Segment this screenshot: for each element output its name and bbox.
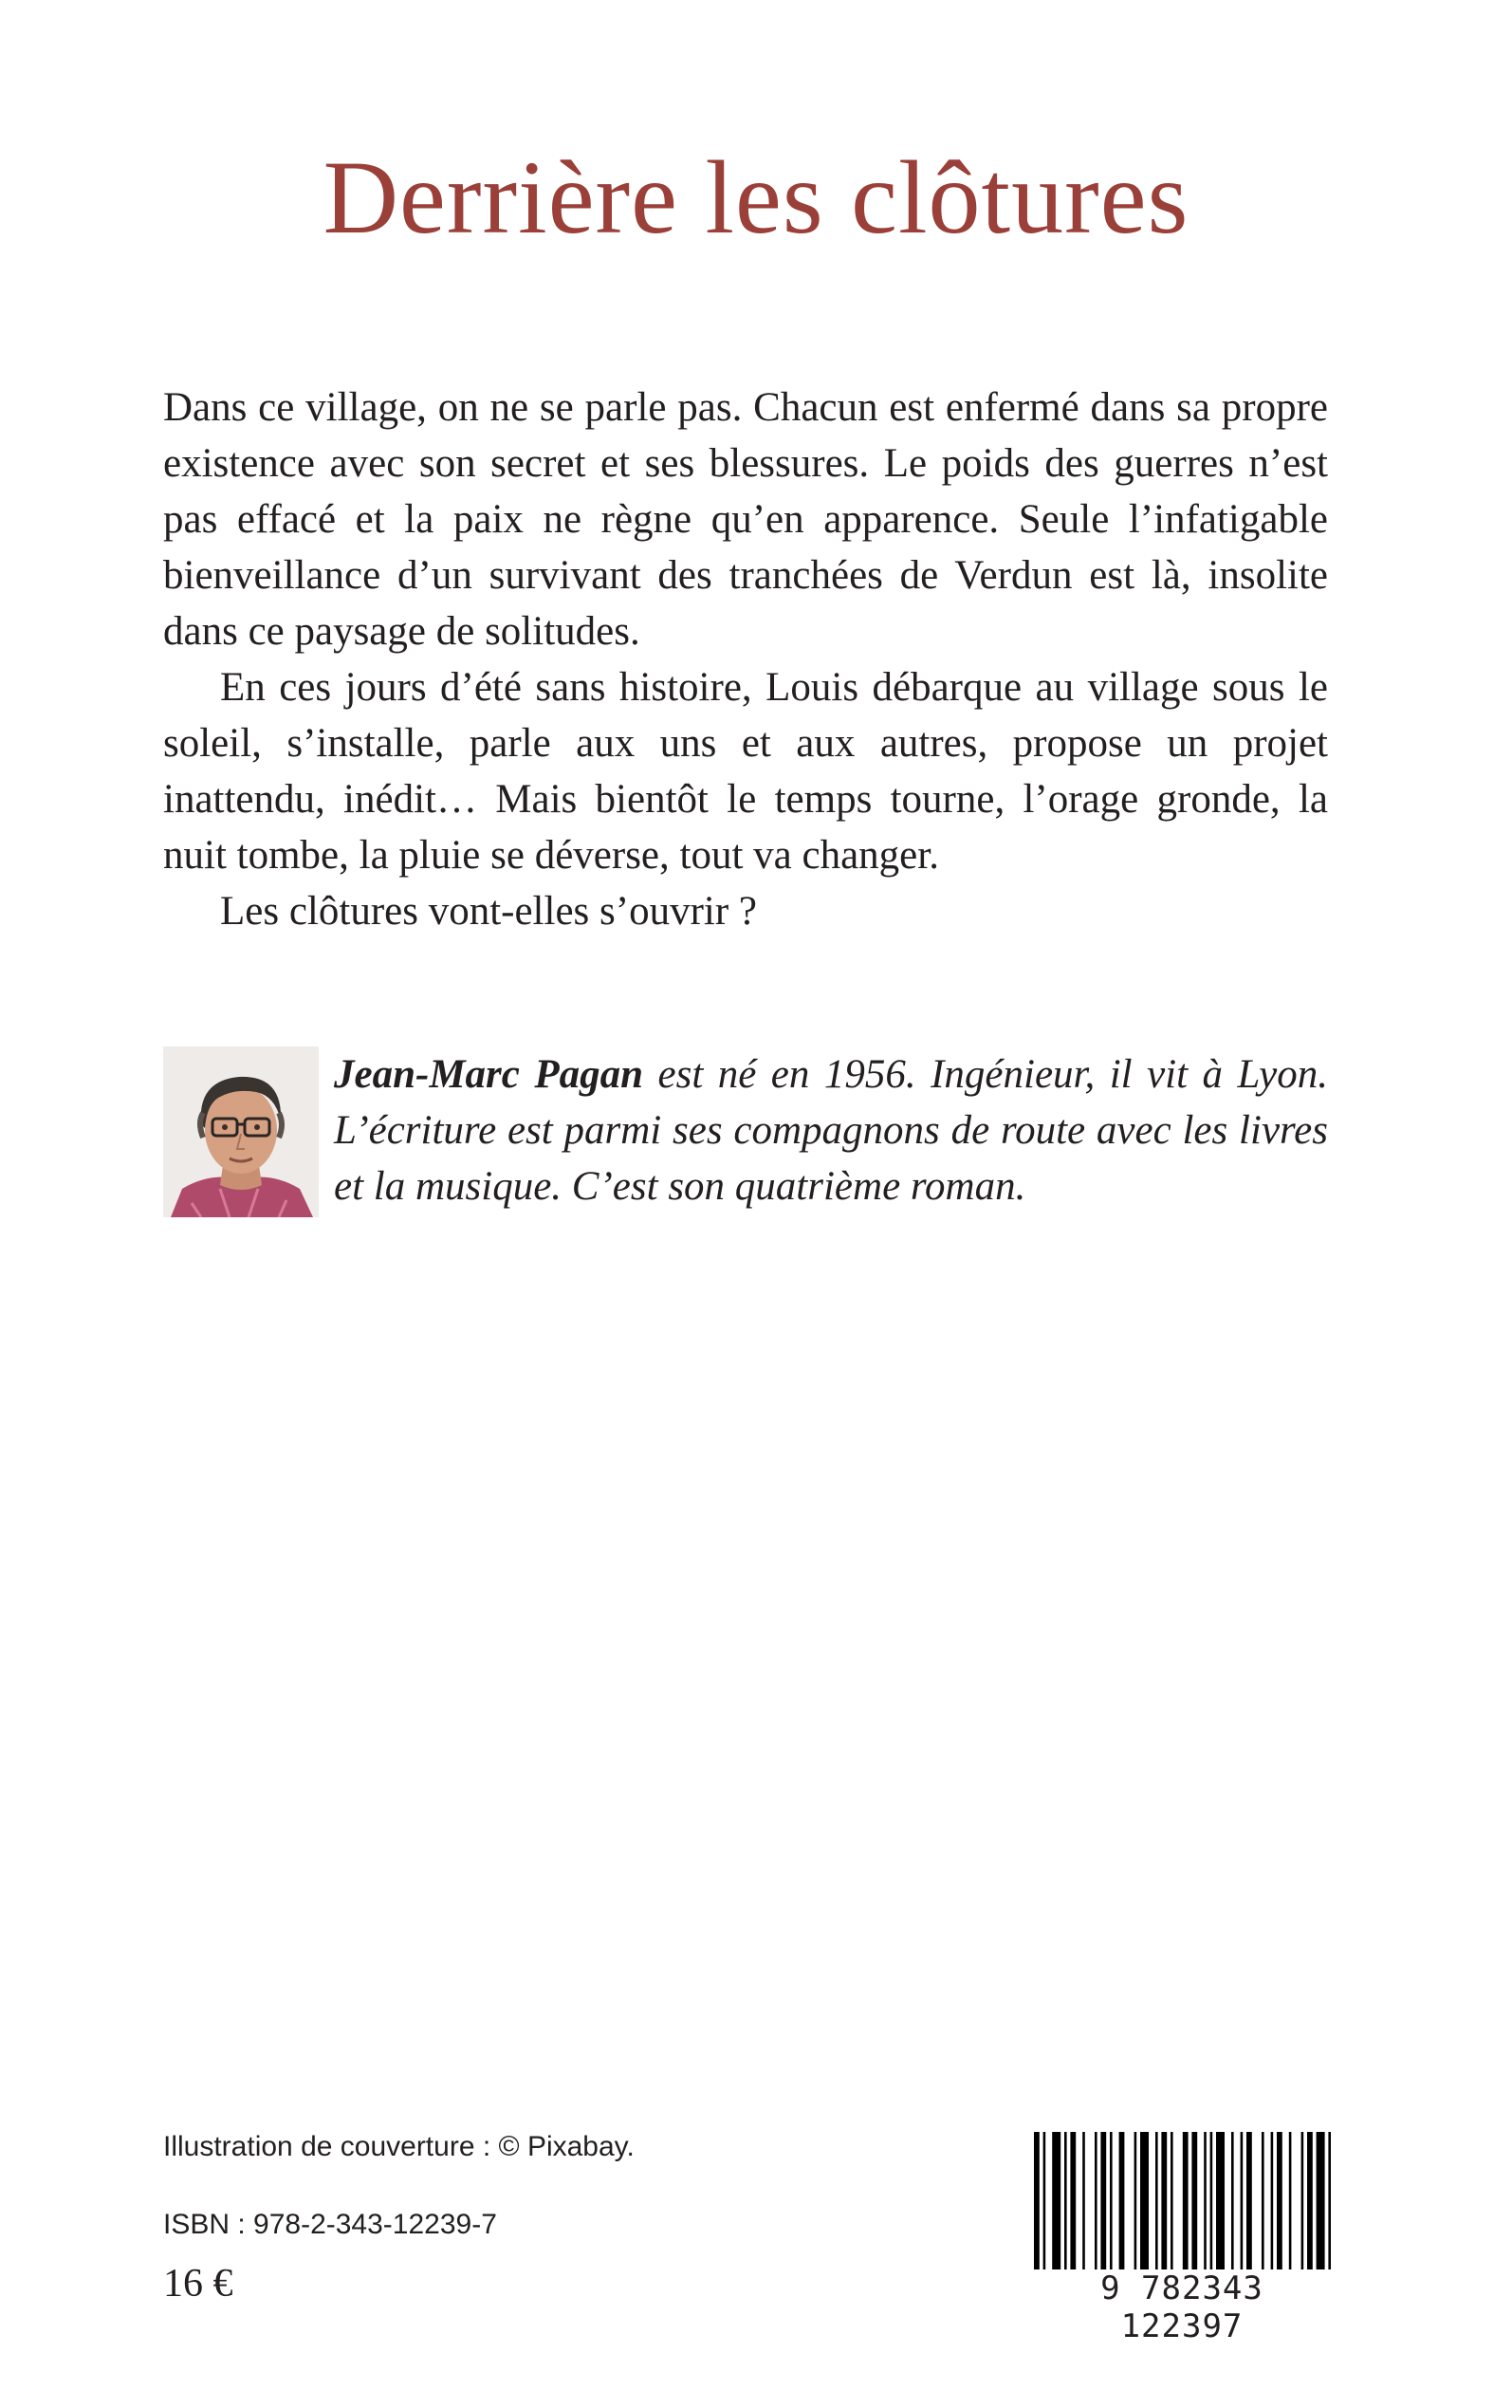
author-bio: [334, 1047, 1328, 1214]
blurb-paragraph: Dans ce village, on ne se parle pas. Chacun est enfermé dans sa propre existence avec son secret et ses blessures. Le poids des guerres n’est pas effacé et la paix ne règne qu’en apparence. Seule l’infatigable bienveillance d’un survivant des tranchées de Verdun est là, insolite dans ce paysage de solitudes.: [163, 385, 1328, 654]
author-photo: [163, 1047, 319, 1217]
barcode-number: 9 782343 122397: [1030, 2269, 1334, 2345]
back-cover-blurb: [163, 380, 1328, 939]
isbn: ISBN : 978-2-343-12239-7: [163, 2209, 497, 2240]
cover-illustration-credit: Illustration de couverture : © Pixabay.: [163, 2131, 635, 2162]
price: 16 €: [163, 2262, 233, 2306]
author-bio-text: est né en 1956. Ingénieur, il vit à Lyon. L’écriture est parmi ses compagnons de route avec les livres et la musique. C’est son quatrième roman.: [334, 1052, 1328, 1209]
blurb-paragraph: Les clôtures vont-elles s’ouvrir ?: [220, 889, 757, 934]
book-title: Derrière les clôtures: [323, 139, 1189, 255]
blurb-paragraph: En ces jours d’été sans histoire, Louis débarque au village sous le soleil, s’installe, parle aux uns et aux autres, propose un projet inattendu, inédit… Mais bientôt le temps tourne, l’orage gronde, la nuit tombe, la pluie se déverse, tout va changer.: [163, 665, 1328, 878]
author-name: Jean-Marc Pagan: [334, 1052, 644, 1097]
